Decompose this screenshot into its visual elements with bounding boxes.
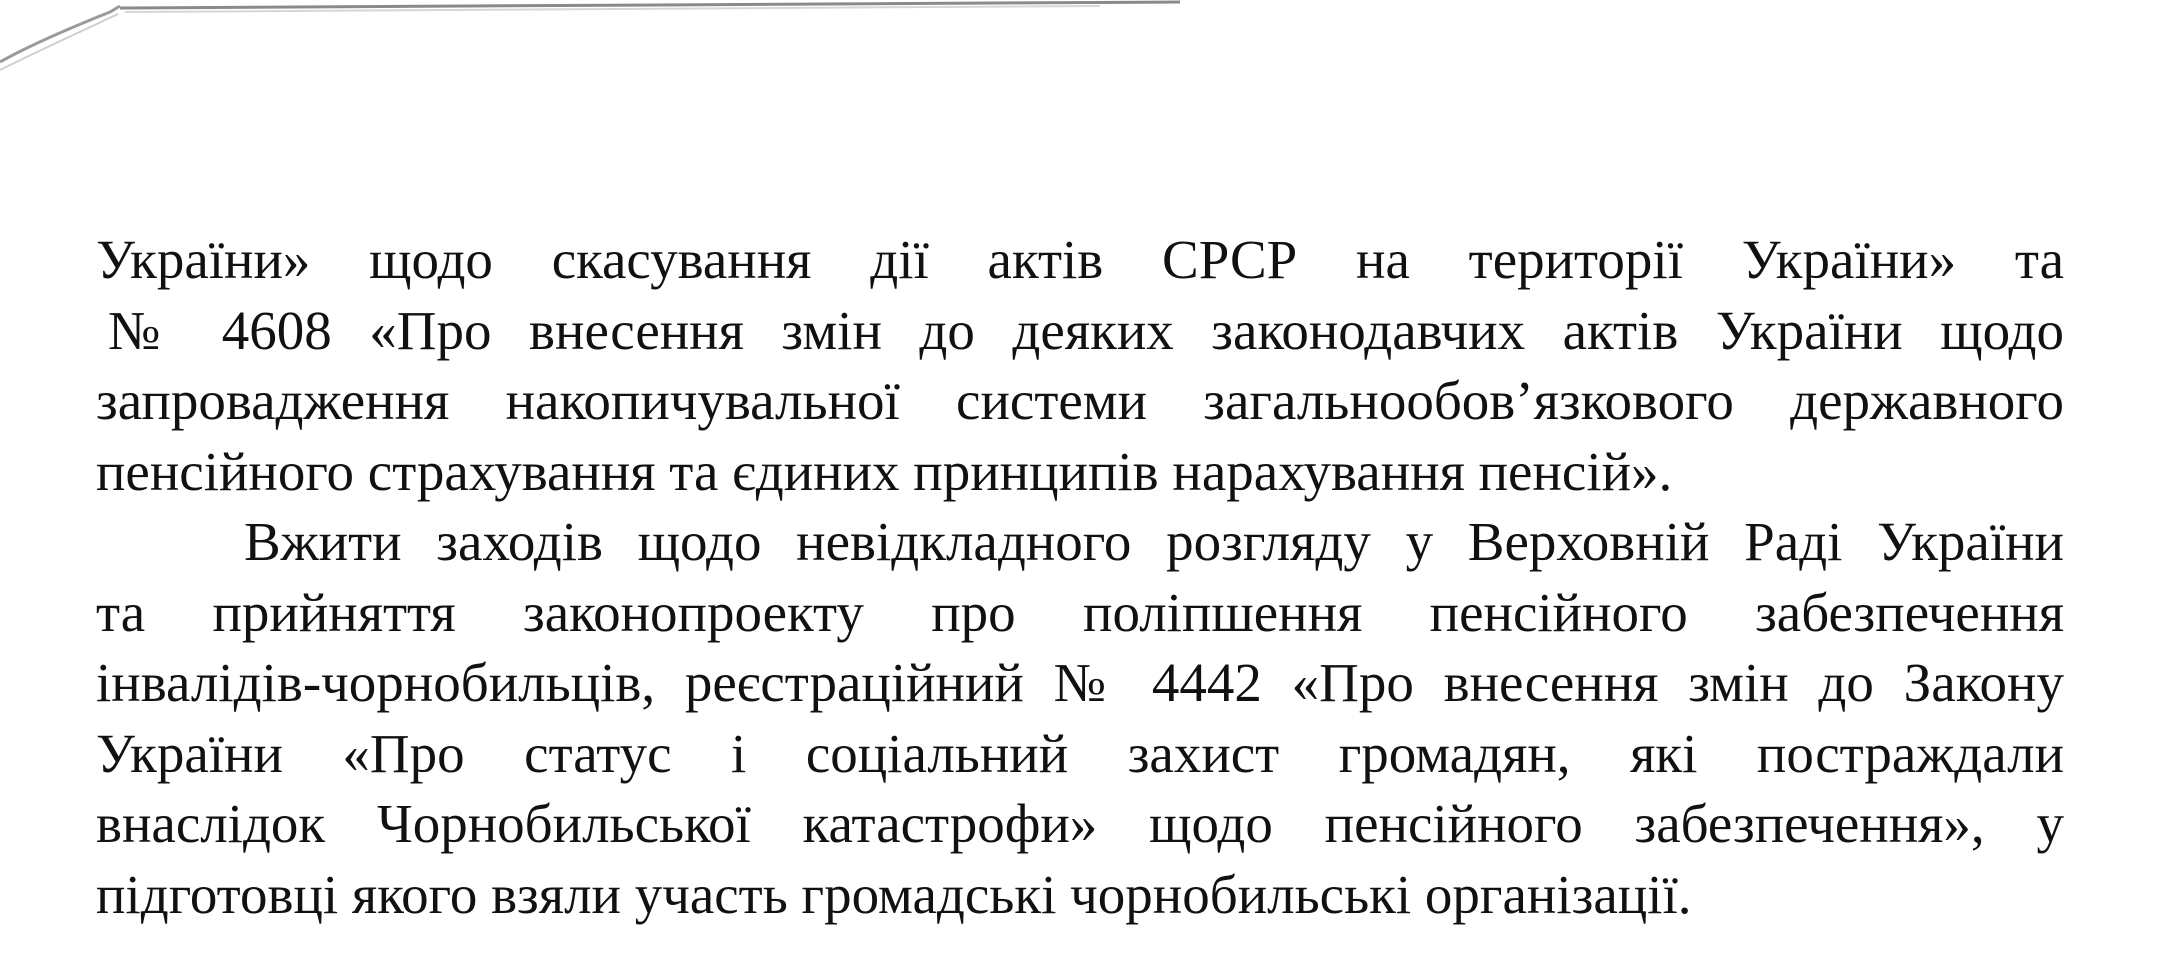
paragraph-1 <box>96 225 2064 507</box>
paragraph-2-line-5: внаслідок Чорнобильської катастрофи» щодо пенсійного забезпечення», у <box>96 793 2064 854</box>
paragraph-1-line-4: пенсійного страхування та єдиних принципів нарахування пенсій». <box>96 440 1673 502</box>
paragraph-2 <box>96 507 2064 930</box>
scan-edge-artifact <box>0 0 2170 90</box>
paragraph-2-line-1: Вжити заходів щодо невідкладного розгляду у Верховній Раді України <box>244 511 2064 572</box>
paragraph-2-line-6: підготовці якого взяли участь громадські чорнобильські організації. <box>96 863 1692 925</box>
paragraph-1-line-2: № 4608 «Про внесення змін до деяких законодавчих актів України щодо <box>108 299 2064 361</box>
paragraph-2-line-3: інвалідів-чорнобильців, реєстраційний № 4442 «Про внесення змін до Закону <box>96 652 2064 713</box>
paragraph-2-line-2: та прийняття законопроекту про поліпшення пенсійного забезпечення <box>96 581 2064 643</box>
paragraph-1-line-1: України» щодо скасування дії актів СРСР на території України» та <box>96 229 2064 290</box>
paragraph-2-line-4: України «Про статус і соціальний захист громадян, які постраждали <box>96 722 2064 784</box>
paragraph-1-line-3: запровадження накопичувальної системи загальнообов’язкового державного <box>96 370 2064 431</box>
document-page <box>96 225 2064 930</box>
